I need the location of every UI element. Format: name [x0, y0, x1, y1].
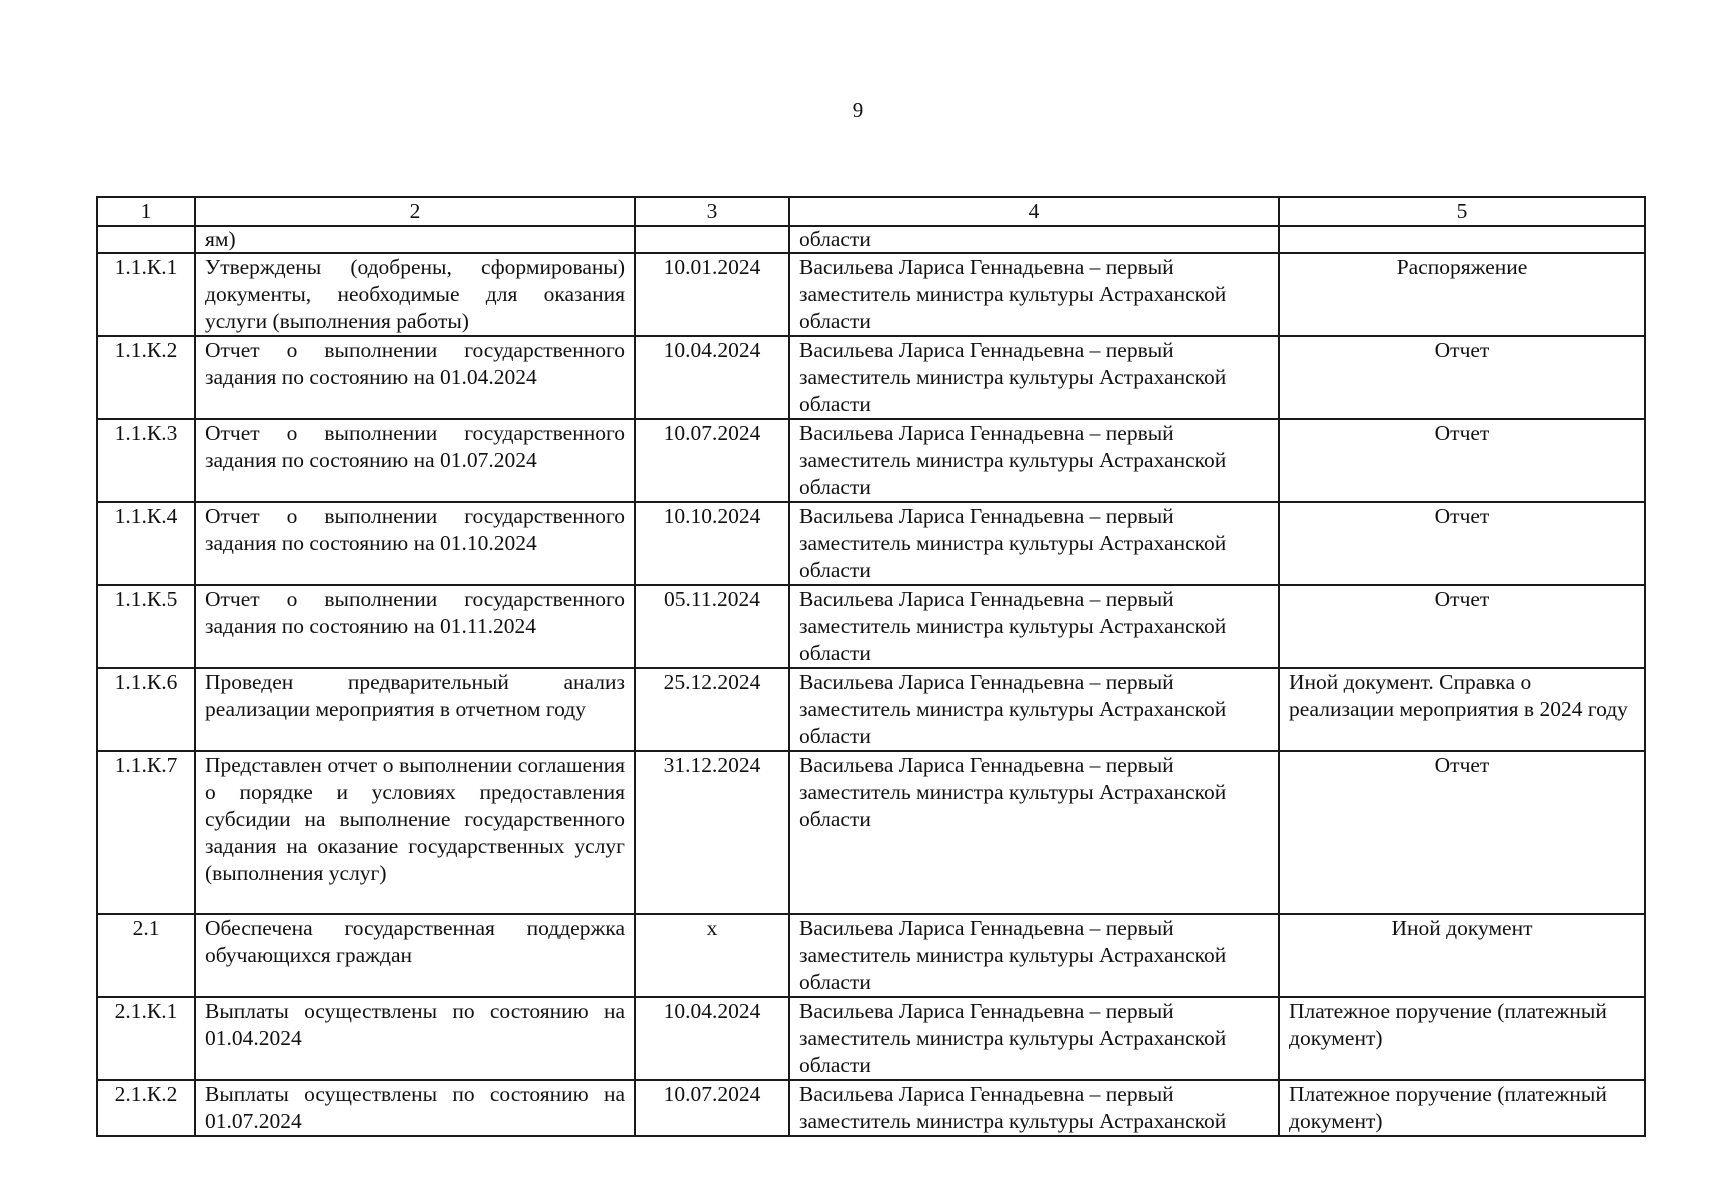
cell-responsible: области [789, 226, 1279, 253]
cell-num: 1.1.К.7 [97, 751, 195, 914]
cell-date: 10.07.2024 [635, 1080, 789, 1136]
cell-document: Отчет [1279, 751, 1645, 914]
cell-description: Представлен отчет о выполнении соглашения о порядке и условиях предоставления субсидии на выполнение государственного задания на оказание государственных услуг (выполнения услуг) [195, 751, 635, 914]
cell-responsible: Васильева Лариса Геннадьевна – первый заместитель министра культуры Астраханской области [789, 914, 1279, 997]
cell-description: Отчет о выполнении государственного задания по состоянию на 01.10.2024 [195, 502, 635, 585]
cell-document: Иной документ [1279, 914, 1645, 997]
cell-date: 10.10.2024 [635, 502, 789, 585]
cell-num: 1.1.К.3 [97, 419, 195, 502]
cell-document: Отчет [1279, 419, 1645, 502]
table-row [97, 1080, 1645, 1136]
cell-description: Отчет о выполнении государственного задания по состоянию на 01.07.2024 [195, 419, 635, 502]
cell-num: 1.1.К.5 [97, 585, 195, 668]
cell-date: 25.12.2024 [635, 668, 789, 751]
cell-responsible: Васильева Лариса Геннадьевна – первый заместитель министра культуры Астраханской области [789, 997, 1279, 1080]
cell-responsible: Васильева Лариса Геннадьевна – первый заместитель министра культуры Астраханской области [789, 419, 1279, 502]
cell-responsible: Васильева Лариса Геннадьевна – первый заместитель министра культуры Астраханской области [789, 585, 1279, 668]
cell-num: 1.1.К.1 [97, 253, 195, 336]
cell-document [1279, 226, 1645, 253]
continuation-row [97, 226, 1645, 253]
schedule-table [96, 196, 1646, 1137]
cell-responsible: Васильева Лариса Геннадьевна – первый заместитель министра культуры Астраханской [789, 1080, 1279, 1136]
cell-description: Утверждены (одобрены, сформированы) документы, необходимые для оказания услуги (выполнения работы) [195, 253, 635, 336]
table-row [97, 997, 1645, 1080]
table-row [97, 502, 1645, 585]
header-cell-1: 1 [97, 197, 195, 226]
cell-responsible: Васильева Лариса Геннадьевна – первый заместитель министра культуры Астраханской области [789, 336, 1279, 419]
table-body [97, 197, 1645, 1136]
cell-document: Иной документ. Справка о реализации мероприятия в 2024 году [1279, 668, 1645, 751]
cell-num [97, 226, 195, 253]
cell-document: Распоряжение [1279, 253, 1645, 336]
cell-description: ям) [195, 226, 635, 253]
cell-date: 10.01.2024 [635, 253, 789, 336]
table-row [97, 668, 1645, 751]
cell-description: Отчет о выполнении государственного задания по состоянию на 01.11.2024 [195, 585, 635, 668]
cell-num: 2.1.К.1 [97, 997, 195, 1080]
cell-document: Платежное поручение (платежный документ) [1279, 1080, 1645, 1136]
cell-num: 1.1.К.6 [97, 668, 195, 751]
cell-responsible: Васильева Лариса Геннадьевна – первый заместитель министра культуры Астраханской области [789, 253, 1279, 336]
cell-date: 10.04.2024 [635, 997, 789, 1080]
cell-responsible: Васильева Лариса Геннадьевна – первый заместитель министра культуры Астраханской области [789, 668, 1279, 751]
table-row [97, 253, 1645, 336]
table-row [97, 419, 1645, 502]
table-header-row [97, 197, 1645, 226]
cell-date: 31.12.2024 [635, 751, 789, 914]
cell-num: 2.1.К.2 [97, 1080, 195, 1136]
table-row [97, 336, 1645, 419]
cell-date: 10.07.2024 [635, 419, 789, 502]
header-cell-2: 2 [195, 197, 635, 226]
cell-responsible: Васильева Лариса Геннадьевна – первый заместитель министра культуры Астраханской области [789, 502, 1279, 585]
cell-document: Платежное поручение (платежный документ) [1279, 997, 1645, 1080]
cell-description: Обеспечена государственная поддержка обучающихся граждан [195, 914, 635, 997]
header-cell-4: 4 [789, 197, 1279, 226]
cell-responsible: Васильева Лариса Геннадьевна – первый заместитель министра культуры Астраханской области [789, 751, 1279, 914]
cell-document: Отчет [1279, 336, 1645, 419]
cell-date: 10.04.2024 [635, 336, 789, 419]
cell-date [635, 226, 789, 253]
cell-description: Отчет о выполнении государственного задания по состоянию на 01.04.2024 [195, 336, 635, 419]
header-cell-3: 3 [635, 197, 789, 226]
cell-document: Отчет [1279, 585, 1645, 668]
cell-description: Выплаты осуществлены по состоянию на 01.04.2024 [195, 997, 635, 1080]
cell-num: 1.1.К.2 [97, 336, 195, 419]
header-cell-5: 5 [1279, 197, 1645, 226]
cell-date: 05.11.2024 [635, 585, 789, 668]
page-number: 9 [852, 98, 864, 122]
table-row [97, 914, 1645, 997]
cell-num: 2.1 [97, 914, 195, 997]
cell-description: Выплаты осуществлены по состоянию на 01.07.2024 [195, 1080, 635, 1136]
cell-document: Отчет [1279, 502, 1645, 585]
cell-description: Проведен предварительный анализ реализации мероприятия в отчетном году [195, 668, 635, 751]
table-row [97, 751, 1645, 914]
cell-num: 1.1.К.4 [97, 502, 195, 585]
cell-date: х [635, 914, 789, 997]
table-row [97, 585, 1645, 668]
